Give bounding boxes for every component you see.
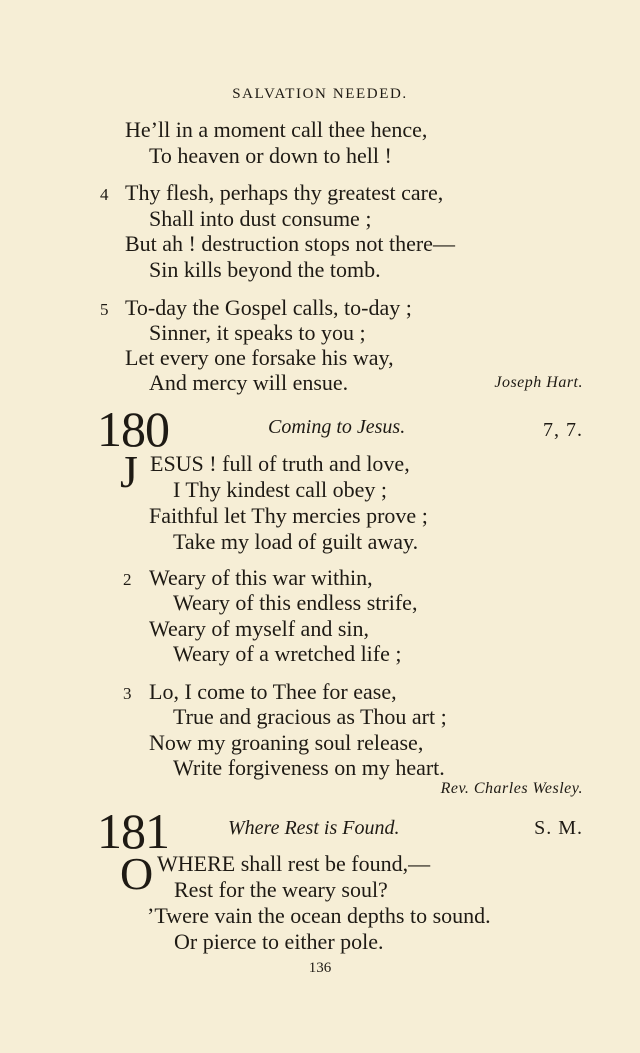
page-number: 136 [308,960,332,976]
hymn-line: Weary of this war within, [149,565,373,590]
hymn-meter: 7, 7. [543,419,583,441]
verse-number: 3 [123,684,132,703]
hymn-title: Coming to Jesus. [268,416,406,438]
hymn-line: Sinner, it speaks to you ; [149,320,366,345]
hymn-line: Rest for the weary soul? [174,877,388,902]
hymn-number: 181 [97,803,169,859]
hymn-line: Now my groaning soul release, [149,730,424,755]
hymn-line: Weary of this endless strife, [173,590,418,615]
hymn-line: Thy flesh, perhaps thy greatest care, [125,180,444,205]
hymn-line: Or pierce to either pole. [174,929,384,954]
hymn-line: To heaven or down to hell ! [149,143,392,168]
hymn-line: ’Twere vain the ocean depths to sound. [147,903,491,928]
hymn-line: Shall into dust consume ; [149,206,372,231]
hymn-line: I Thy kindest call obey ; [173,477,388,502]
author-attribution: Joseph Hart. [494,374,583,391]
hymn-line: Write forgiveness on my heart. [173,755,445,780]
hymn-line: Weary of a wretched life ; [173,641,402,666]
hymn-line: Lo, I come to Thee for ease, [149,679,397,704]
hymn-line: ESUS ! full of truth and love, [150,451,410,476]
hymn-meter: S. M. [534,817,583,839]
drop-cap: O [120,848,154,899]
hymn-line: Weary of myself and sin, [149,616,369,641]
running-header: SALVATION NEEDED. [232,86,408,102]
hymn-title: Where Rest is Found. [228,817,400,839]
author-attribution: Rev. Charles Wesley. [440,780,583,797]
hymn-line: To-day the Gospel calls, to-day ; [125,295,412,320]
hymn-line: But ah ! destruction stops not there— [125,231,455,256]
verse-number: 4 [100,185,109,204]
hymn-line: True and gracious as Thou art ; [173,704,447,729]
drop-cap: J [120,446,138,497]
verse-number: 2 [123,570,132,589]
hymn-line: And mercy will ensue. [149,370,349,395]
hymn-line: Let every one forsake his way, [125,345,394,370]
hymn-line: He’ll in a moment call thee hence, [125,117,428,142]
hymn-line: WHERE shall rest be found,— [157,851,431,876]
hymn-line: Take my load of guilt away. [173,529,419,554]
hymn-line: Faithful let Thy mercies prove ; [149,503,428,528]
verse-number: 5 [100,300,109,319]
hymn-line: Sin kills beyond the tomb. [149,257,381,282]
hymn-number: 180 [97,401,169,457]
